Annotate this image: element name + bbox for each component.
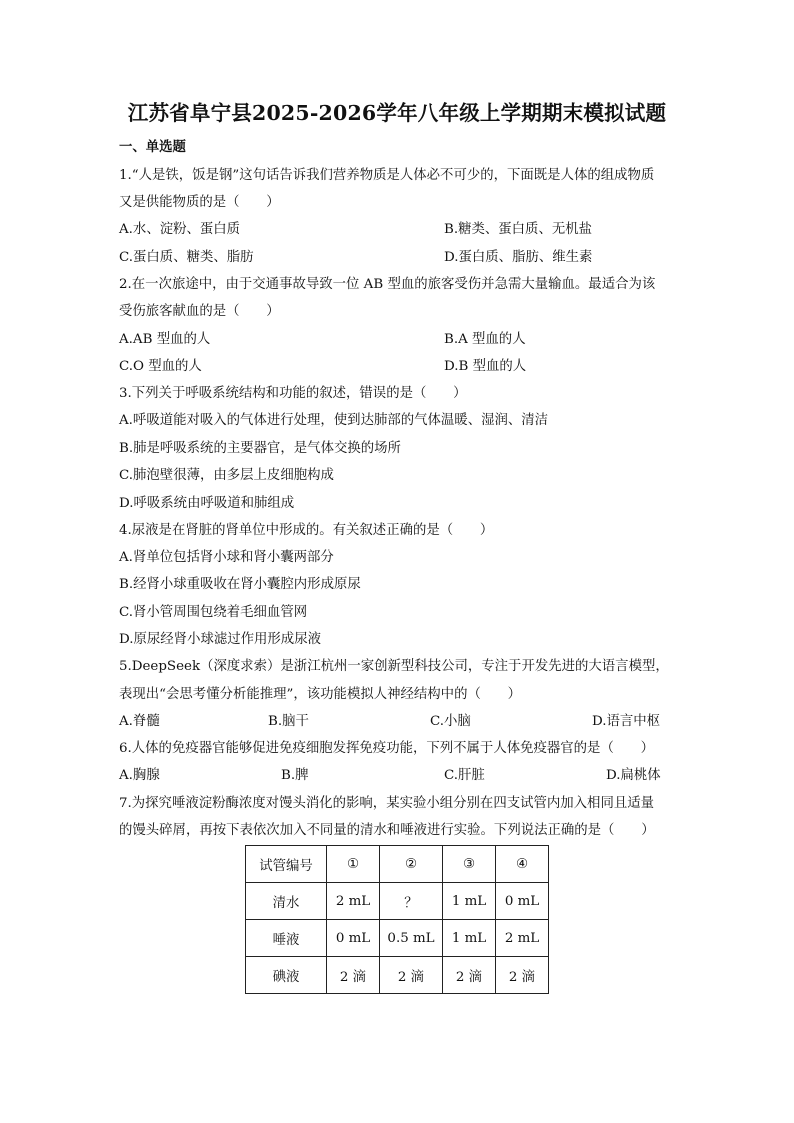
question-1-text: 1.“人是铁，饭是钢”这句话告诉我们营养物质是人体必不可少的，下面既是人体的组成物质 [119,168,655,183]
table-cell: 1 mL [443,883,496,920]
table-cell: 0 mL [496,883,549,920]
question-1-text-cont: 又是供能物质的是（ ） [119,195,280,210]
q2-option-a: A.AB 型血的人 [119,332,211,347]
q5-option-a: A.脊髓 [119,714,160,729]
question-5-text: 5.DeepSeek（深度求索）是浙江杭州一家创新型科技公司，专注于开发先进的大语言模型， [119,659,669,674]
question-2-text-cont: 受伤旅客献血的是（ ） [119,304,280,319]
table-cell: 2 滴 [496,957,549,994]
table-row [246,957,549,994]
question-4-text: 4.尿液是在肾脏的肾单位中形成的。有关叙述正确的是（ ） [119,523,494,538]
q6-option-b: B.脾 [281,768,309,783]
table-cell: 0 mL [327,920,380,957]
table-cell: 1 mL [443,920,496,957]
table-header-row [246,846,549,883]
experiment-table [245,845,549,994]
q2-option-d: D.B 型血的人 [444,359,527,374]
question-2-text: 2.在一次旅途中，由于交通事故导致一位 AB 型血的旅客受伤并急需大量输血。最适合为该 [119,277,656,292]
table-cell: 2 mL [496,920,549,957]
q2-option-c: C.O 型血的人 [119,359,202,374]
q4-option-b: B.经肾小球重吸收在肾小囊腔内形成原尿 [119,577,361,592]
question-7-text: 7.为探究唾液淀粉酶浓度对馒头消化的影响，某实验小组分别在四支试管内加入相同且适量 [119,796,655,811]
table-header-cell: ④ [496,846,549,883]
exam-title: 江苏省阜宁县2025-2026学年八年级上学期期末模拟试题 [127,101,667,125]
q3-option-b: B.肺是呼吸系统的主要器官，是气体交换的场所 [119,441,401,456]
section-heading: 一、单选题 [119,139,186,155]
q5-option-d: D.语言中枢 [592,714,661,729]
question-3-text: 3.下列关于呼吸系统结构和功能的叙述，错误的是（ ） [119,386,467,401]
q5-option-c: C.小脑 [430,714,471,729]
table-cell: 2 mL [327,883,380,920]
q1-option-c: C.蛋白质、糖类、脂肪 [119,250,254,265]
q4-option-d: D.原尿经肾小球滤过作用形成尿液 [119,632,321,647]
q3-option-d: D.呼吸系统由呼吸道和肺组成 [119,496,295,511]
q4-option-c: C.肾小管周围包绕着毛细血管网 [119,605,308,620]
q3-option-a: A.呼吸道能对吸入的气体进行处理，使到达肺部的气体温暖、湿润、清洁 [119,413,549,428]
q3-option-c: C.肺泡壁很薄，由多层上皮细胞构成 [119,468,334,483]
table-cell: 2 滴 [443,957,496,994]
q5-option-b: B.脑干 [268,714,309,729]
question-7-text-cont: 的馒头碎屑，再按下表依次加入不同量的清水和唾液进行实验。下列说法正确的是（ ） [119,823,655,838]
q1-option-a: A.水、淀粉、蛋白质 [119,222,241,237]
table-row [246,920,549,957]
table-cell: 0.5 mL [380,920,443,957]
q1-option-b: B.糖类、蛋白质、无机盐 [444,222,593,237]
q4-option-a: A.肾单位包括肾小球和肾小囊两部分 [119,550,334,565]
table-cell: 2 滴 [380,957,443,994]
table-cell: ？ [380,883,443,920]
table-header-cell: ③ [443,846,496,883]
table-header-cell: ① [327,846,380,883]
table-cell: 2 滴 [327,957,380,994]
table-cell: 碘液 [246,957,327,994]
table-cell: 唾液 [246,920,327,957]
question-5-text-cont: 表现出“会思考懂分析能推理”，该功能模拟人神经结构中的（ ） [119,687,522,702]
q6-option-c: C.肝脏 [444,768,485,783]
table-header-cell: 试管编号 [246,846,327,883]
question-6-text: 6.人体的免疫器官能够促进免疫细胞发挥免疫功能，下列不属于人体免疫器官的是（ ） [119,741,655,756]
table-row [246,883,549,920]
q6-option-d: D.扁桃体 [606,768,661,783]
q1-option-d: D.蛋白质、脂肪、维生素 [444,250,593,265]
q6-option-a: A.胸腺 [119,768,160,783]
table-header-cell: ② [380,846,443,883]
table-cell: 清水 [246,883,327,920]
q2-option-b: B.A 型血的人 [444,332,526,347]
